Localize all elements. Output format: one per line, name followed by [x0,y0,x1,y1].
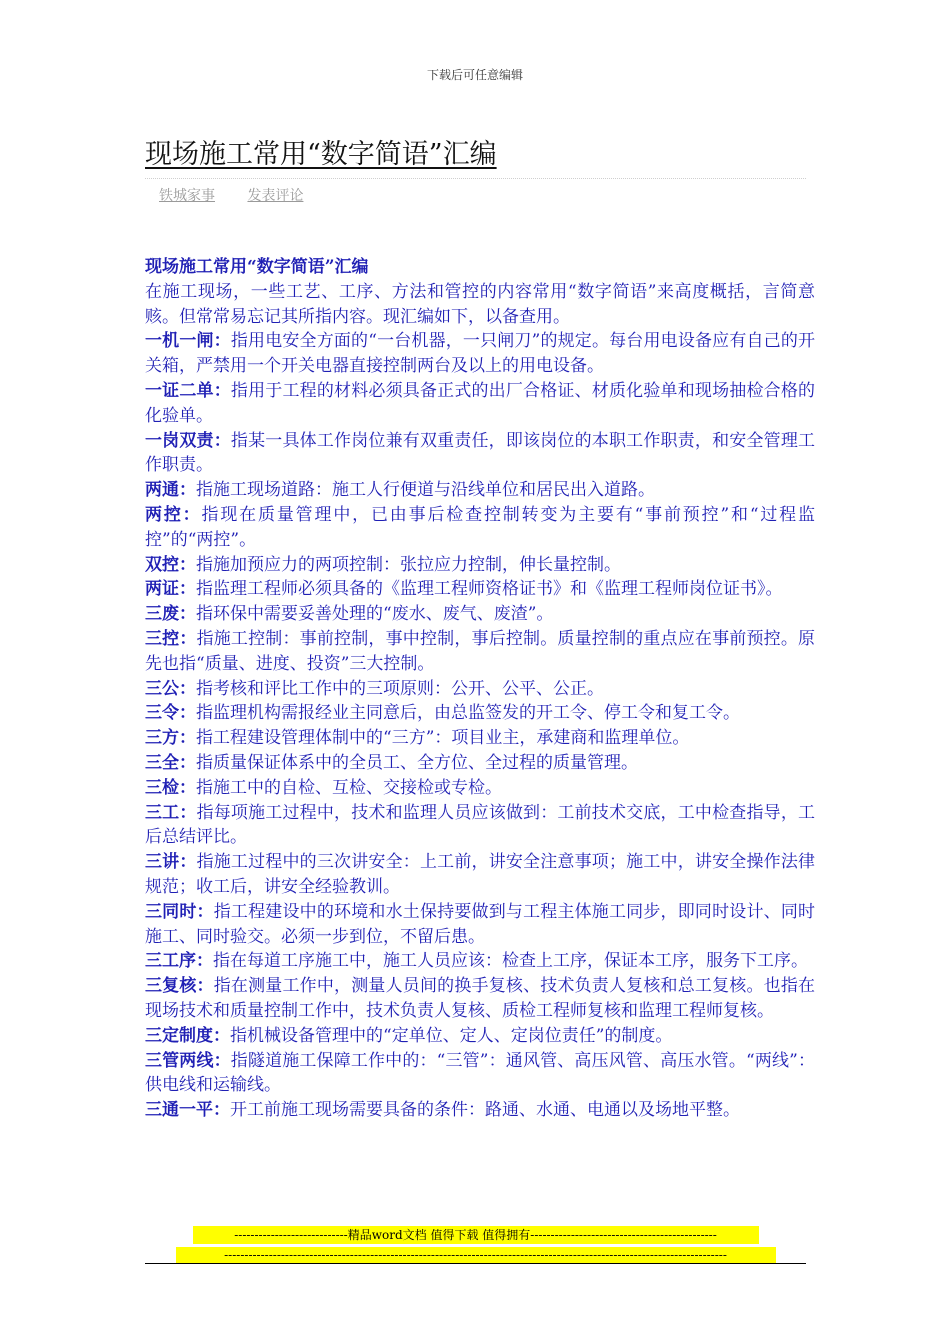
download-note: 下载后可任意编辑 [426,68,523,82]
term-label: 三管两线： [145,1050,231,1071]
term-entry [145,801,815,851]
term-label: 三工： [145,802,197,823]
term-entry [145,701,815,726]
article-meta [145,178,806,205]
term-description: 指用电安全方面的“一台机器，一只闸刀”的规定。每台用电设备应有自己的开关箱，严禁用一个开关电器直接控制两台及以上的用电设备。 [145,331,816,377]
term-label: 两证： [145,579,196,600]
term-label: 三方： [145,728,196,749]
term-entry [145,379,815,429]
term-entry [145,726,815,751]
term-description: 指某一具体工作岗位兼有双重责任，即该岗位的本职工作职责，和安全管理工作职责。 [145,430,815,476]
term-label: 一岗双责： [145,430,231,451]
term-description: 指监理工程师必须具备的《监理工程师资格证书》和《监理工程师岗位证书》。 [196,579,783,600]
term-description: 指施加预应力的两项控制：张拉应力控制，伸长量控制。 [196,554,621,575]
term-entry [145,329,815,379]
term-label: 三公： [145,678,196,699]
term-description: 指工程建设管理体制中的“三方”：项目业主，承建商和监理单位。 [196,728,690,749]
term-description: 指用于工程的材料必须具备正式的出厂合格证、材质化验单和现场抽检合格的化验单。 [145,380,815,426]
term-description: 指在测量工作中，测量人员间的换手复核、技术负责人复核和总工复核。也指在现场技术和质量控制工作中，技术负责人复核、质检工程师复核和监理工程师复核。 [145,976,816,1021]
term-label: 三检： [145,777,196,798]
term-label: 三复核： [145,976,214,997]
term-description: 开工前施工现场需要具备的条件：路通、水通、电通以及场地平整。 [230,1100,740,1121]
term-label: 三控： [145,628,197,649]
footer-dash-line: ---------------------------------------------------------------------------------------------------------------------------- [176,1247,776,1263]
author-link[interactable]: 铁城家事 [159,188,215,204]
term-entry [145,751,815,776]
term-label: 一机一闸： [145,331,231,352]
term-label: 三全： [145,752,196,773]
term-entry [145,503,815,553]
term-description: 指施工控制：事前控制，事中控制，事后控制。质量控制的重点应在事前预控。原先也指“质量、进度、投资”三大控制。 [145,628,816,674]
term-description: 指隧道施工保障工作中的：“三管”：通风管、高压风管、高压水管。“两线”：供电线和运输线。 [145,1050,815,1096]
footer-promo-line: ----------------------------精品word文档 值得下载 值得拥有---------------------------------------------- [193,1226,759,1244]
term-label: 两通： [145,480,196,501]
term-label: 三令： [145,703,196,724]
term-entry [145,949,815,974]
term-description: 指环保中需要妥善处理的“废水、废气、废渣”。 [196,604,554,625]
term-entry [145,429,815,479]
term-label: 三通一平： [145,1100,230,1121]
term-entry [145,1049,815,1099]
term-description: 指每项施工过程中，技术和监理人员应该做到：工前技术交底，工中检查指导，工后总结评比。 [145,802,816,848]
term-entry [145,478,815,503]
term-label: 三同时： [145,901,214,922]
term-description: 指机械设备管理中的“定单位、定人、定岗位责任”的制度。 [230,1025,673,1046]
term-label: 三定制度： [145,1025,230,1046]
term-entry [145,627,815,677]
article-subtitle: 现场施工常用“数字简语”汇编 [145,257,369,277]
term-description: 指现在质量管理中，已由事后检查控制转变为主要有“事前预控”和“过程监控”的“两控”。 [145,504,815,550]
article-body [145,255,815,1123]
term-entry [145,1024,815,1049]
term-description: 指施工中的自检、互检、交接检或专检。 [196,777,502,798]
term-label: 三废： [145,604,196,625]
comment-link[interactable]: 发表评论 [247,188,304,204]
term-description: 指施工过程中的三次讲安全：上工前，讲安全注意事项；施工中，讲安全操作法律规范；收工后，讲安全经验教训。 [145,852,816,897]
term-label: 两控： [145,504,202,525]
term-entry [145,1098,815,1123]
footer-banner [145,1226,806,1266]
term-entry [145,602,815,627]
term-description: 指工程建设中的环境和水土保持要做到与工程主体施工同步，即同时设计、同时施工、同时验交。必须一步到位，不留后患。 [145,901,816,947]
term-entry [145,850,815,900]
term-entry [145,974,815,1024]
term-entry [145,677,815,702]
term-label: 双控： [145,554,196,575]
term-entry [145,776,815,801]
term-label: 三工序： [145,951,213,972]
term-entry [145,553,815,578]
term-label: 三讲： [145,852,197,873]
term-description: 指施工现场道路：施工人行便道与沿线单位和居民出入道路。 [196,480,655,501]
term-entry [145,577,815,602]
term-description: 指监理机构需报经业主同意后，由总监签发的开工令、停工令和复工令。 [196,703,740,724]
term-description: 指在每道工序施工中，施工人员应该：检查上工序，保证本工序，服务下工序。 [213,951,808,972]
footer-divider [145,1263,806,1264]
term-label: 一证二单： [145,380,231,401]
page-title[interactable]: 现场施工常用“数字简语”汇编 [145,139,497,170]
article-intro: 在施工现场，一些工艺、工序、方法和管控的内容常用“数字简语”来高度概括，言简意赅。但常常易忘记其所指内容。现汇编如下，以备查用。 [145,281,815,327]
term-description: 指考核和评比工作中的三项原则：公开、公平、公正。 [196,678,604,699]
term-entry [145,900,815,950]
term-description: 指质量保证体系中的全员工、全方位、全过程的质量管理。 [196,752,638,773]
